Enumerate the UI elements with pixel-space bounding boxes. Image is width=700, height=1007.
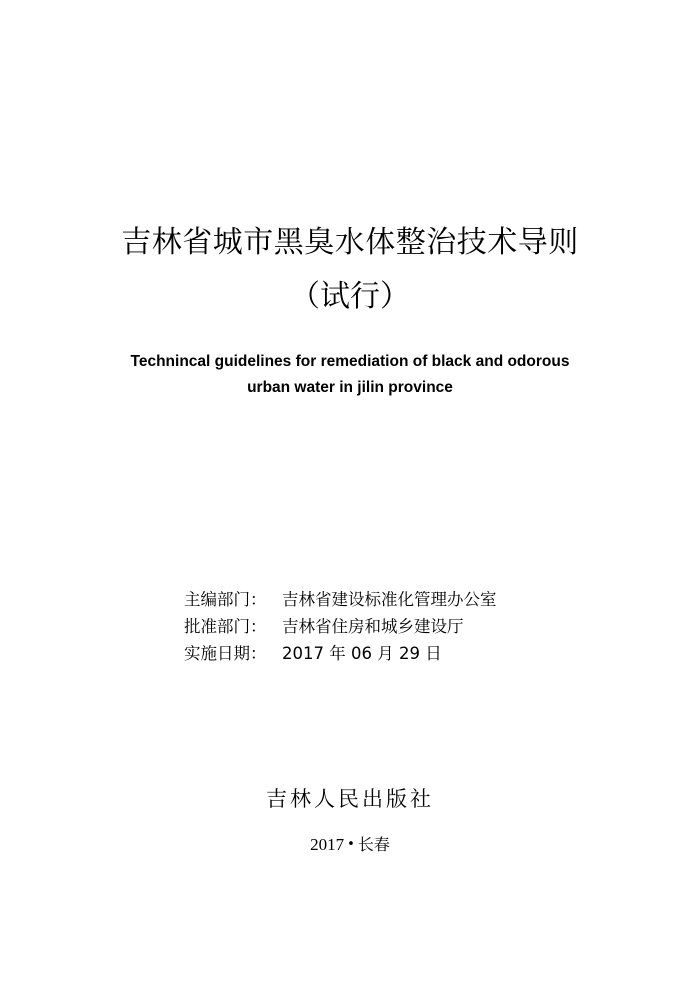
meta-row-editor xyxy=(184,588,497,615)
meta-label: 批准部门： xyxy=(184,617,267,636)
publication-city: 长春 xyxy=(357,835,390,854)
meta-value: 吉林省住房和城乡建设厅 xyxy=(282,617,464,636)
english-title xyxy=(0,349,700,401)
publisher-name: 吉林人民出版社 xyxy=(266,787,434,811)
meta-label: 实施日期： xyxy=(184,644,267,663)
publication-year: 2017 xyxy=(310,835,345,854)
document-meta xyxy=(184,588,497,669)
document-subtitle: （试行） xyxy=(290,279,410,314)
english-title-line-1: Technincal guidelines for remediation of black and odorous xyxy=(130,353,570,370)
meta-row-effective-date xyxy=(184,642,497,669)
publication-imprint xyxy=(0,832,700,855)
meta-value: 2017 年 06 月 29 日 xyxy=(282,644,442,663)
meta-row-approver xyxy=(184,615,497,642)
english-title-line-2: urban water in jilin province xyxy=(247,379,453,396)
document-title: 吉林省城市黑臭水体整治技术导则 xyxy=(121,225,579,260)
imprint-separator: • xyxy=(347,837,355,852)
meta-value: 吉林省建设标准化管理办公室 xyxy=(282,590,497,609)
meta-label: 主编部门： xyxy=(184,590,267,609)
